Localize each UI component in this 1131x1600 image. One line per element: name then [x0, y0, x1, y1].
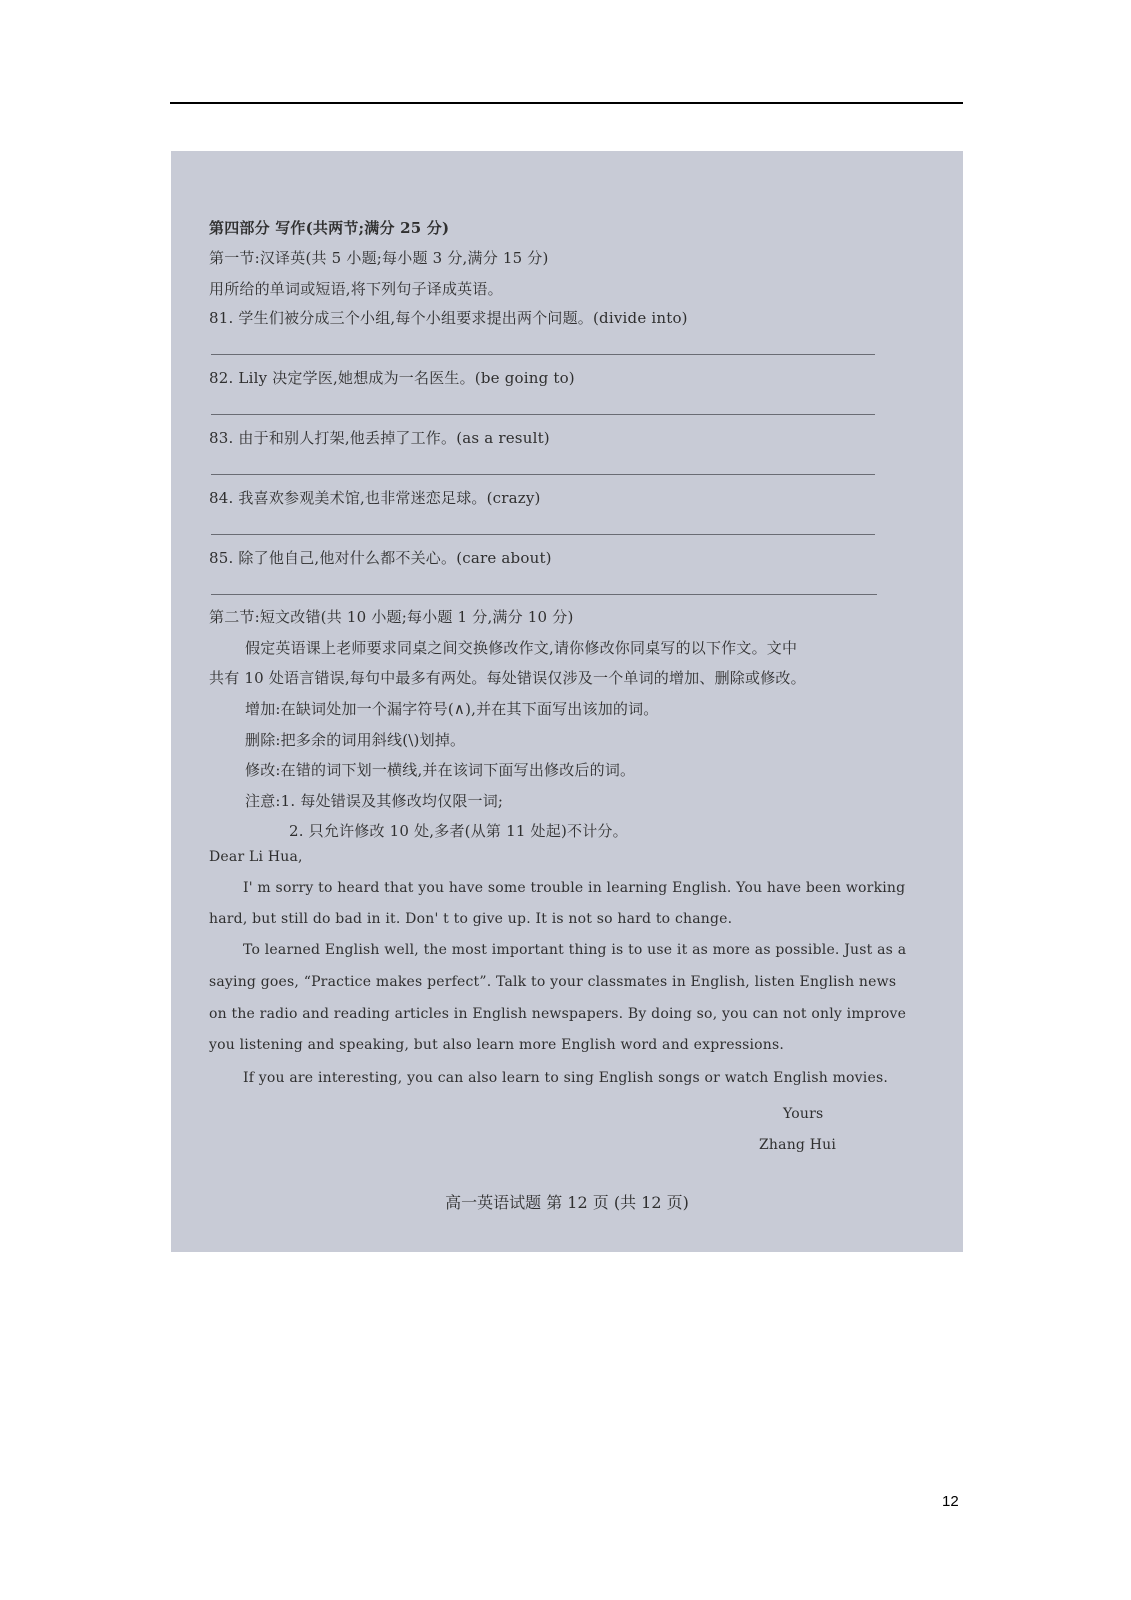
- part1-heading: 第一节:汉译英(共 5 小题;每小题 3 分,满分 15 分): [209, 249, 549, 267]
- page-footer: 高一英语试题 第 12 页 (共 12 页): [445, 1193, 689, 1212]
- question-83: 83. 由于和别人打架,他丢掉了工作。(as a result): [209, 429, 550, 447]
- question-82: 82. Lily 决定学医,她想成为一名医生。(be going to): [209, 369, 575, 387]
- part2-note-1: 注意:1. 每处错误及其修改均仅限一词;: [245, 792, 504, 810]
- question-84: 84. 我喜欢参观美术馆,也非常迷恋足球。(crazy): [209, 489, 541, 507]
- letter-line-6: you listening and speaking, but also learn more English word and expressions.: [209, 1037, 785, 1053]
- answer-line-84: [211, 534, 875, 535]
- letter-line-1: I' m sorry to heard that you have some trouble in learning English. You have been working: [243, 880, 906, 896]
- part2-instruction-1: 假定英语课上老师要求同桌之间交换修改作文,请你修改你同桌写的以下作文。文中: [245, 639, 798, 657]
- part2-instruction-modify: 修改:在错的词下划一横线,并在该词下面写出修改后的词。: [245, 761, 636, 779]
- part2-note-2: 2. 只允许修改 10 处,多者(从第 11 处起)不计分。: [289, 822, 628, 840]
- letter-greeting: Dear Li Hua,: [209, 849, 303, 865]
- letter-line-5: on the radio and reading articles in English newspapers. By doing so, you can not only improve: [209, 1006, 907, 1022]
- part1-instruction: 用所给的单词或短语,将下列句子译成英语。: [209, 280, 503, 298]
- part2-instruction-2: 共有 10 处语言错误,每句中最多有两处。每处错误仅涉及一个单词的增加、删除或修改。: [209, 669, 806, 687]
- letter-line-7: If you are interesting, you can also learn to sing English songs or watch English movies.: [243, 1070, 888, 1086]
- answer-line-83: [211, 474, 875, 475]
- page-number: 12: [942, 1493, 959, 1510]
- letter-line-2: hard, but still do bad in it. Don' t to give up. It is not so hard to change.: [209, 911, 733, 927]
- part2-instruction-add: 增加:在缺词处加一个漏字符号(∧),并在其下面写出该加的词。: [245, 700, 659, 718]
- question-85: 85. 除了他自己,他对什么都不关心。(care about): [209, 549, 552, 567]
- header-rule: [170, 102, 963, 104]
- answer-line-82: [211, 414, 875, 415]
- letter-line-4: saying goes, “Practice makes perfect”. Talk to your classmates in English, listen English news: [209, 974, 897, 990]
- part2-instruction-delete: 删除:把多余的词用斜线(\)划掉。: [245, 731, 466, 749]
- letter-closing: Yours: [783, 1106, 824, 1122]
- question-81: 81. 学生们被分成三个小组,每个小组要求提出两个问题。(divide into): [209, 309, 688, 327]
- section-title: 第四部分 写作(共两节;满分 25 分): [209, 219, 450, 237]
- scanned-exam-page: [171, 151, 963, 1252]
- answer-line-81: [211, 354, 875, 355]
- letter-signature: Zhang Hui: [759, 1137, 837, 1153]
- answer-line-85: [211, 594, 877, 595]
- letter-line-3: To learned English well, the most important thing is to use it as more as possible. Just as a: [243, 942, 907, 958]
- part2-heading: 第二节:短文改错(共 10 小题;每小题 1 分,满分 10 分): [209, 608, 574, 626]
